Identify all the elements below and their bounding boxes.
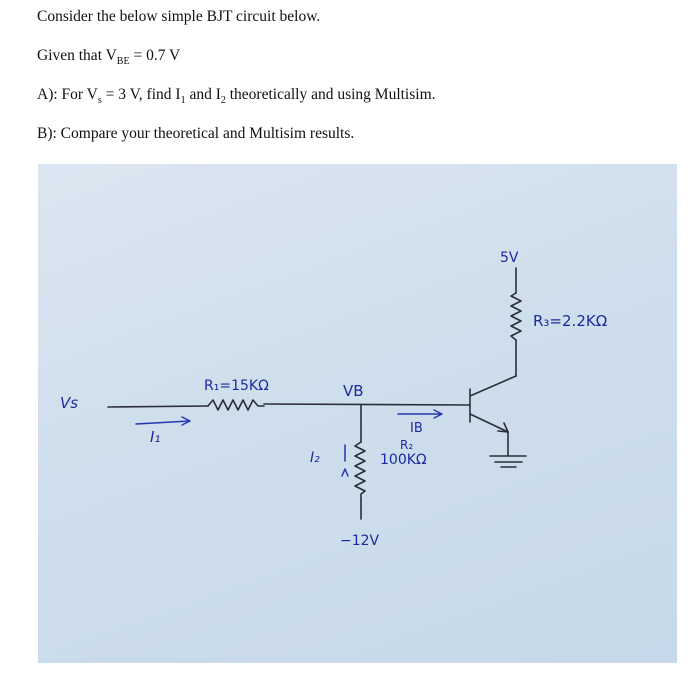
r1-resistor	[208, 400, 264, 410]
question-line-4: B): Compare your theoretical and Multisim results.	[37, 125, 355, 142]
ib-label: IB	[410, 421, 423, 436]
i2-label: I₂	[310, 450, 320, 466]
r2-value-label: 100KΩ	[380, 452, 427, 468]
vb-label: VB	[343, 382, 364, 400]
i1-arrow	[136, 417, 190, 425]
r1-label: R₁=15KΩ	[204, 378, 269, 394]
circuit-diagram	[38, 164, 677, 663]
i1-label: I₁	[150, 428, 161, 446]
r3-label: R₃=2.2KΩ	[533, 312, 608, 330]
input-wire	[108, 404, 470, 407]
ground-symbol	[490, 456, 526, 467]
ib-arrow	[398, 410, 442, 418]
question-line-3: A): For $V_s = 3$ V, find $I_1$ and $I_2$ theoretically and using Multisim.	[37, 86, 436, 107]
question-line-1: Consider the below simple BJT circuit below.	[37, 8, 321, 25]
question-line-2: Given that $V_{BE} = 0.7$ V	[37, 47, 181, 68]
r2-resistor	[355, 442, 365, 500]
r2-name-label: R₂	[400, 438, 414, 452]
circuit-photo	[38, 164, 677, 663]
r3-resistor	[511, 293, 521, 340]
bjt-emitter	[470, 414, 508, 432]
negative-supply-label: −12V	[340, 533, 380, 549]
vs-label: Vs	[60, 394, 79, 412]
positive-supply-label: 5V	[500, 250, 519, 266]
i2-arrow	[342, 445, 348, 476]
bjt-collector	[470, 376, 516, 396]
